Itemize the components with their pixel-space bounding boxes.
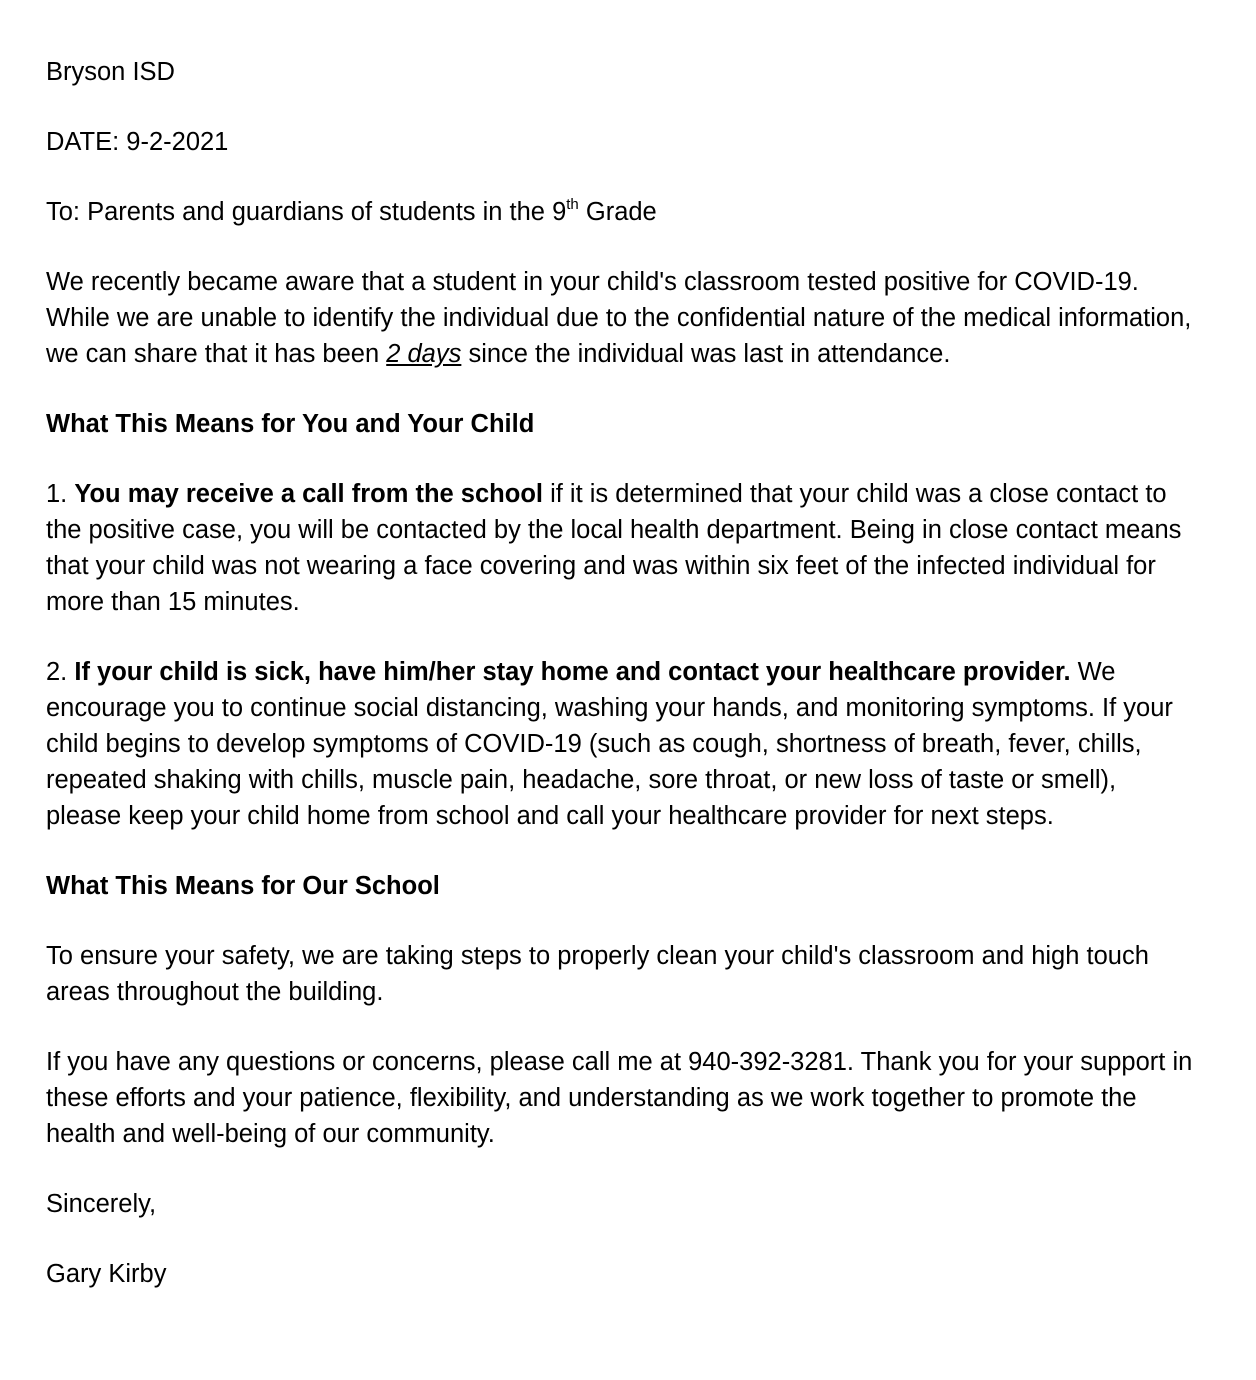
list-item-1-number: 1. <box>46 480 75 508</box>
recipient-line <box>46 194 1196 230</box>
organization-name <box>46 54 1196 90</box>
school-paragraph <box>46 938 1196 1010</box>
list-item-2-bold: If your child is sick, have him/her stay home and contact your healthcare provider. <box>74 658 1071 686</box>
list-item-2-number: 2. <box>46 658 75 686</box>
intro-days-emphasis: 2 days <box>386 340 462 368</box>
list-item-1-text: if it is determined that your child was a close contact to the positive case, you will be contacted by the local health department. Being in close contact means that your child was not wearing a face covering and was within six feet of the infected individual for more than 15 minutes. <box>46 480 1182 616</box>
letter-date <box>46 124 1196 160</box>
closing-text: Sincerely, <box>46 1190 157 1218</box>
list-item-2 <box>46 654 1196 834</box>
list-item-1-bold: You may receive a call from the school <box>74 480 543 508</box>
school-paragraph-text: To ensure your safety, we are taking steps to properly clean your child's classroom and high touch areas throughout the building. <box>46 942 1149 1006</box>
heading-our-school-text: What This Means for Our School <box>46 872 440 900</box>
signature-line <box>46 1256 1196 1292</box>
organization-name-text: Bryson ISD <box>46 58 175 86</box>
questions-paragraph-text: If you have any questions or concerns, please call me at 940-392-3281. Thank you for your support in these efforts and your patience, flexibility, and understanding as we work together to promote the health and well-being of our community. <box>46 1048 1193 1148</box>
intro-text-part1: We recently became aware that a student in your child's classroom tested positive for COVID-19. While we are unable to identify the individual due to the confidential nature of the medical information, we can share that it has been <box>46 268 1192 368</box>
recipient-suffix: Grade <box>578 198 657 226</box>
recipient-superscript: th <box>566 195 579 213</box>
recipient-prefix: To: Parents and guardians of students in the 9 <box>46 198 567 226</box>
signature-name: Gary Kirby <box>46 1260 167 1288</box>
intro-text-part2: since the individual was last in attendance. <box>461 340 951 368</box>
closing-line <box>46 1186 1196 1222</box>
letter-date-text: DATE: 9-2-2021 <box>46 128 229 156</box>
heading-you-and-child-text: What This Means for You and Your Child <box>46 410 535 438</box>
questions-paragraph <box>46 1044 1196 1152</box>
list-item-1 <box>46 476 1196 620</box>
intro-paragraph <box>46 264 1196 372</box>
heading-you-and-child <box>46 406 1196 442</box>
list-item-2-text: We encourage you to continue social distancing, washing your hands, and monitoring symptoms. If your child begins to develop symptoms of COVID-19 (such as cough, shortness of breath, fever, chills, repeated shaking with chills, muscle pain, headache, sore throat, or new loss of taste or smell), please keep your child home from school and call your healthcare provider for next steps. <box>46 658 1173 830</box>
heading-our-school <box>46 868 1196 904</box>
